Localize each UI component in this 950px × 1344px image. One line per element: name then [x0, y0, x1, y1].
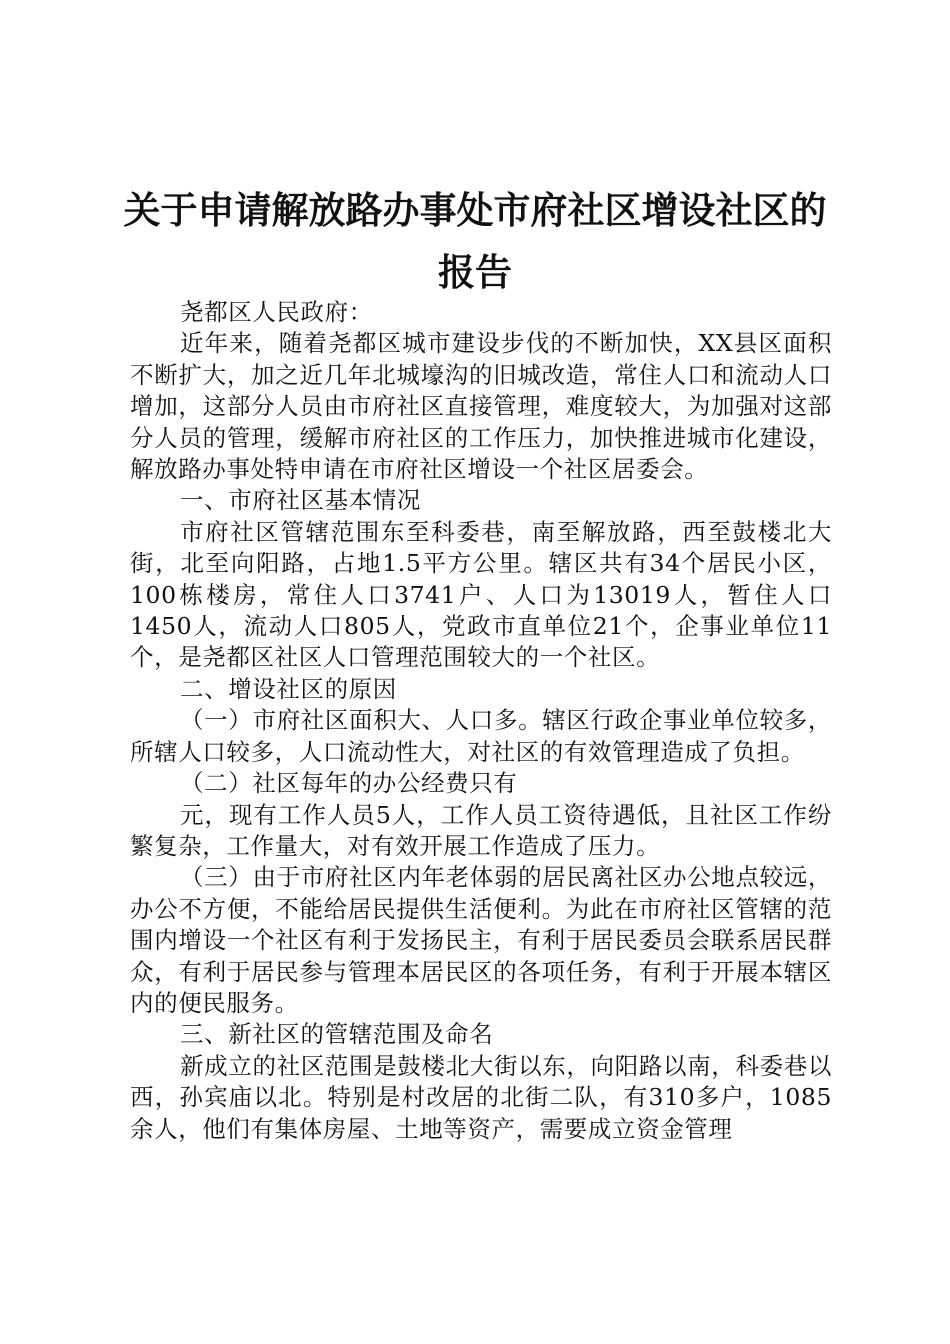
section-heading-1: 一、市府社区基本情况: [180, 486, 421, 515]
reason-3-paragraph: （三）由于市府社区内年老体弱的居民离社区办公地点较远，办公不方便，不能给居民提供生活便利。为此在市府社区管辖的范围内增设一个社区有利于发扬民主，有利于居民委员会联系居民群众，有利于居民参与管理本居民区的各项任务，有利于开展本辖区内的便民服务。: [130, 863, 832, 1017]
document-body: [130, 297, 832, 1145]
reason-2-continued: 元，现有工作人员5人，工作人员工资待遇低，且社区工作纷繁复杂，工作量大，对有效开展工作造成了压力。: [130, 800, 832, 860]
section-3-paragraph: 新成立的社区范围是鼓楼北大街以东，向阳路以南，科委巷以西，孙宾庙以北。特别是村改居的北街二队，有310多户，1085余人，他们有集体房屋、土地等资产，需要成立资金管理: [130, 1051, 832, 1143]
section-1-paragraph: 市府社区管辖范围东至科委巷，南至解放路，西至鼓楼北大街，北至向阳路，占地1.5平方公里。辖区共有34个居民小区，100栋楼房，常住人口3741户、人口为13019人，暂住人口1450人，流动人口805人，党政市直单位21个，企事业单位11个，是尧都区社区人口管理范围较大的一个社区。: [130, 517, 832, 672]
intro-paragraph: 近年来，随着尧都区城市建设步伐的不断加快，XX县区面积不断扩大，加之近几年北城壕沟的旧城改造，常住人口和流动人口增加，这部分人员由市府社区直接管理，难度较大，为加强对这部分人员的管理，缓解市府社区的工作压力，加快推进城市化建设，解放路办事处特申请在市府社区增设一个社区居委会。: [130, 329, 832, 484]
section-heading-3: 三、新社区的管辖范围及命名: [180, 1020, 494, 1049]
salutation: 尧都区人民政府：: [180, 298, 373, 326]
document-title: 关于申请解放路办事处市府社区增设社区的报告: [123, 189, 827, 294]
reason-1-paragraph: （一）市府社区面积大、人口多。辖区行政企事业单位较多，所辖人口较多，人口流动性大，对社区的有效管理造成了负担。: [130, 706, 832, 766]
reason-2-paragraph: （二）社区每年的办公经费只有: [180, 769, 518, 798]
section-heading-2: 二、增设社区的原因: [180, 674, 397, 703]
